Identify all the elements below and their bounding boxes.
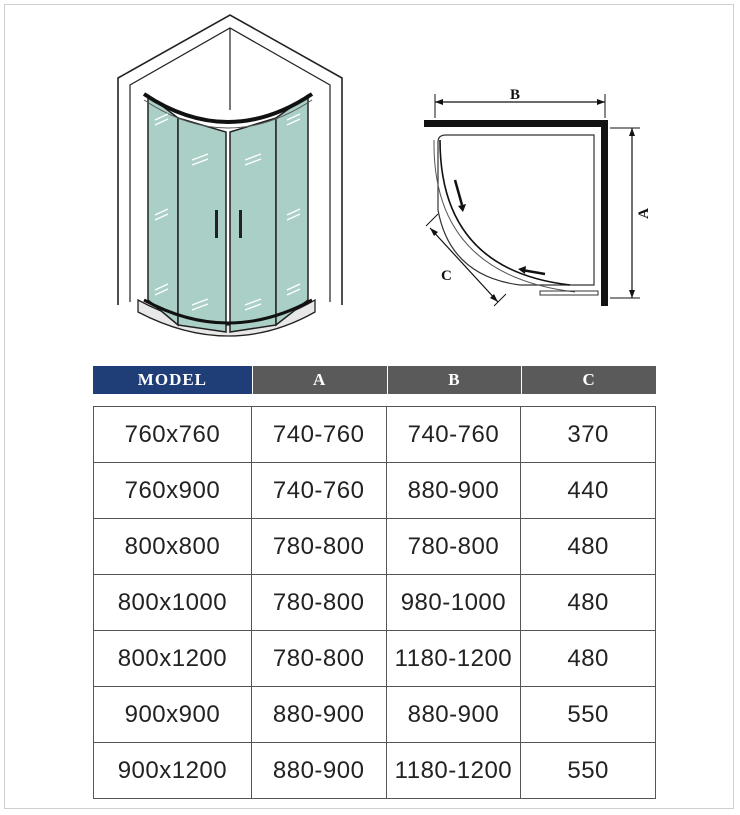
table-row — [93, 631, 656, 687]
cell-b: 880-900 — [387, 687, 522, 743]
dimension-label-b: B — [510, 87, 521, 103]
cell-c: 440 — [521, 463, 656, 519]
table-row — [93, 575, 656, 631]
cell-c: 480 — [521, 631, 656, 687]
table-row — [93, 519, 656, 575]
cell-b: 1180-1200 — [387, 631, 522, 687]
shower-enclosure-illustration — [100, 10, 360, 340]
cell-b: 740-760 — [387, 406, 522, 463]
cell-a: 780-800 — [252, 519, 387, 575]
cell-b: 880-900 — [387, 463, 522, 519]
table-header-row — [93, 366, 656, 394]
header-a: A — [252, 366, 387, 394]
cell-model: 800x1200 — [93, 631, 252, 687]
cell-a: 880-900 — [252, 743, 387, 799]
cell-a: 780-800 — [252, 631, 387, 687]
table-row — [93, 406, 656, 463]
cell-model: 800x800 — [93, 519, 252, 575]
cell-a: 780-800 — [252, 575, 387, 631]
cell-c: 480 — [521, 575, 656, 631]
cell-a: 880-900 — [252, 687, 387, 743]
cell-model: 900x1200 — [93, 743, 252, 799]
cell-model: 900x900 — [93, 687, 252, 743]
cell-a: 740-760 — [252, 406, 387, 463]
header-b: B — [387, 366, 522, 394]
header-c: C — [521, 366, 656, 394]
dimension-label-a: A — [635, 208, 652, 219]
cell-c: 550 — [521, 687, 656, 743]
size-specifications-table — [93, 366, 656, 799]
table-row — [93, 743, 656, 799]
cell-b: 780-800 — [387, 519, 522, 575]
cell-b: 1180-1200 — [387, 743, 522, 799]
cell-b: 980-1000 — [387, 575, 522, 631]
cell-c: 550 — [521, 743, 656, 799]
table-row — [93, 687, 656, 743]
table-row — [93, 463, 656, 519]
header-model: MODEL — [93, 366, 252, 394]
cell-a: 740-760 — [252, 463, 387, 519]
cell-c: 480 — [521, 519, 656, 575]
cell-model: 800x1000 — [93, 575, 252, 631]
cell-model: 760x760 — [93, 406, 252, 463]
dimension-label-c: C — [441, 268, 452, 284]
cell-c: 370 — [521, 406, 656, 463]
cell-model: 760x900 — [93, 463, 252, 519]
